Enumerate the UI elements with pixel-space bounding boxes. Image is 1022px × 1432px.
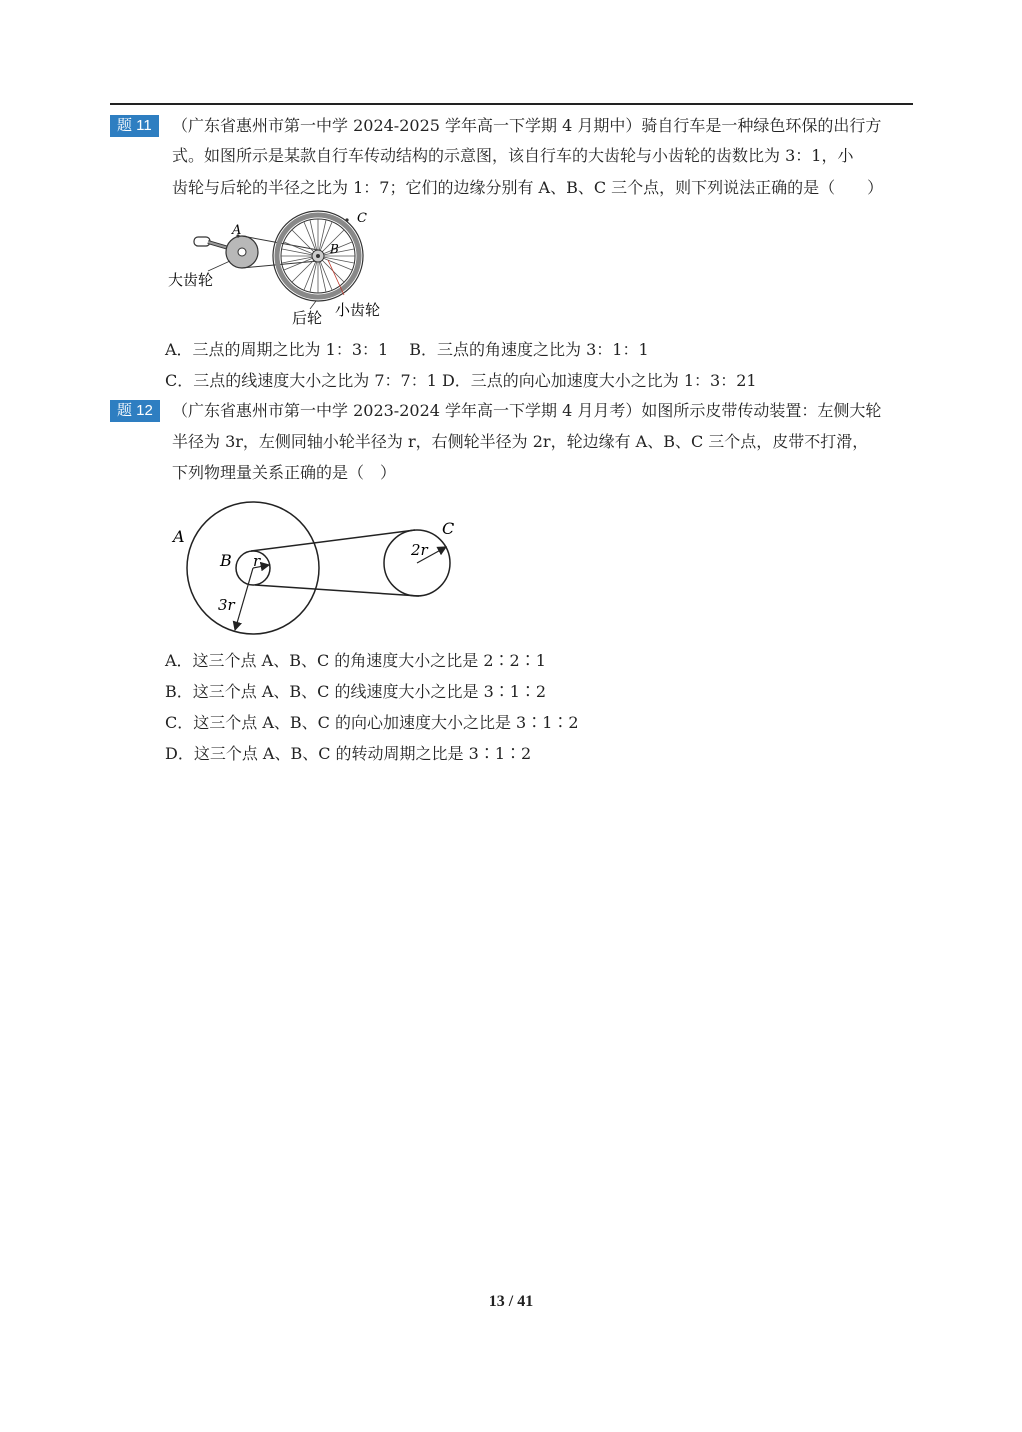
label-a: A bbox=[232, 223, 242, 238]
label-small-gear: 小齿轮 bbox=[335, 301, 381, 319]
question-text-line: 半径为 3r，左侧同轴小轮半径为 r，右侧轮半径为 2r，轮边缘有 A、B、C 三个点，皮带不打滑， bbox=[172, 432, 869, 451]
question-badge: 题 12 bbox=[110, 400, 160, 422]
label-rear-wheel: 后轮 bbox=[292, 309, 323, 327]
option-line: C．三点的线速度大小之比为 7：7：1 D．三点的向心加速度大小之比为 1：3：21 bbox=[165, 371, 757, 390]
question-text-line: （广东省惠州市第一中学 2024-2025 学年高一下学期 4 月期中）骑自行车是一种绿色环保的出行方 bbox=[172, 116, 882, 135]
label-3r: 3r bbox=[218, 596, 235, 614]
bicycle-transmission-diagram bbox=[160, 205, 400, 330]
label-b: B bbox=[220, 551, 232, 570]
option-line: C．这三个点 A、B、C 的向心加速度大小之比是 3∶1∶2 bbox=[165, 713, 579, 732]
option-line: D．这三个点 A、B、C 的转动周期之比是 3∶1∶2 bbox=[165, 744, 532, 763]
label-a: A bbox=[173, 527, 185, 546]
label-c: C bbox=[357, 211, 367, 226]
option-line: A．这三个点 A、B、C 的角速度大小之比是 2∶2∶1 bbox=[165, 651, 546, 670]
question-text-line: 齿轮与后轮的半径之比为 1：7；它们的边缘分别有 A、B、C 三个点，则下列说法正确的是（ ） bbox=[172, 178, 884, 197]
page-number: 13 / 41 bbox=[488, 1293, 534, 1310]
question-text-line: 式。如图所示是某款自行车传动结构的示意图，该自行车的大齿轮与小齿轮的齿数比为 3：1，小 bbox=[172, 146, 854, 165]
label-c: C bbox=[442, 519, 455, 538]
question-text-line: （广东省惠州市第一中学 2023-2024 学年高一下学期 4 月月考）如图所示皮带传动装置：左侧大轮 bbox=[172, 401, 882, 420]
option-line: B．这三个点 A、B、C 的线速度大小之比是 3∶1∶2 bbox=[165, 682, 547, 701]
question-text-line: 下列物理量关系正确的是（ ） bbox=[172, 463, 397, 482]
label-b: B bbox=[330, 242, 339, 256]
label-r: r bbox=[253, 552, 261, 570]
belt-drive-diagram bbox=[165, 495, 465, 645]
label-big-gear: 大齿轮 bbox=[168, 271, 214, 289]
option-line: A．三点的周期之比为 1：3：1 B．三点的角速度之比为 3：1：1 bbox=[165, 340, 649, 359]
label-2r: 2r bbox=[411, 541, 428, 559]
question-badge: 题 11 bbox=[110, 115, 159, 137]
header-rule bbox=[110, 103, 913, 105]
